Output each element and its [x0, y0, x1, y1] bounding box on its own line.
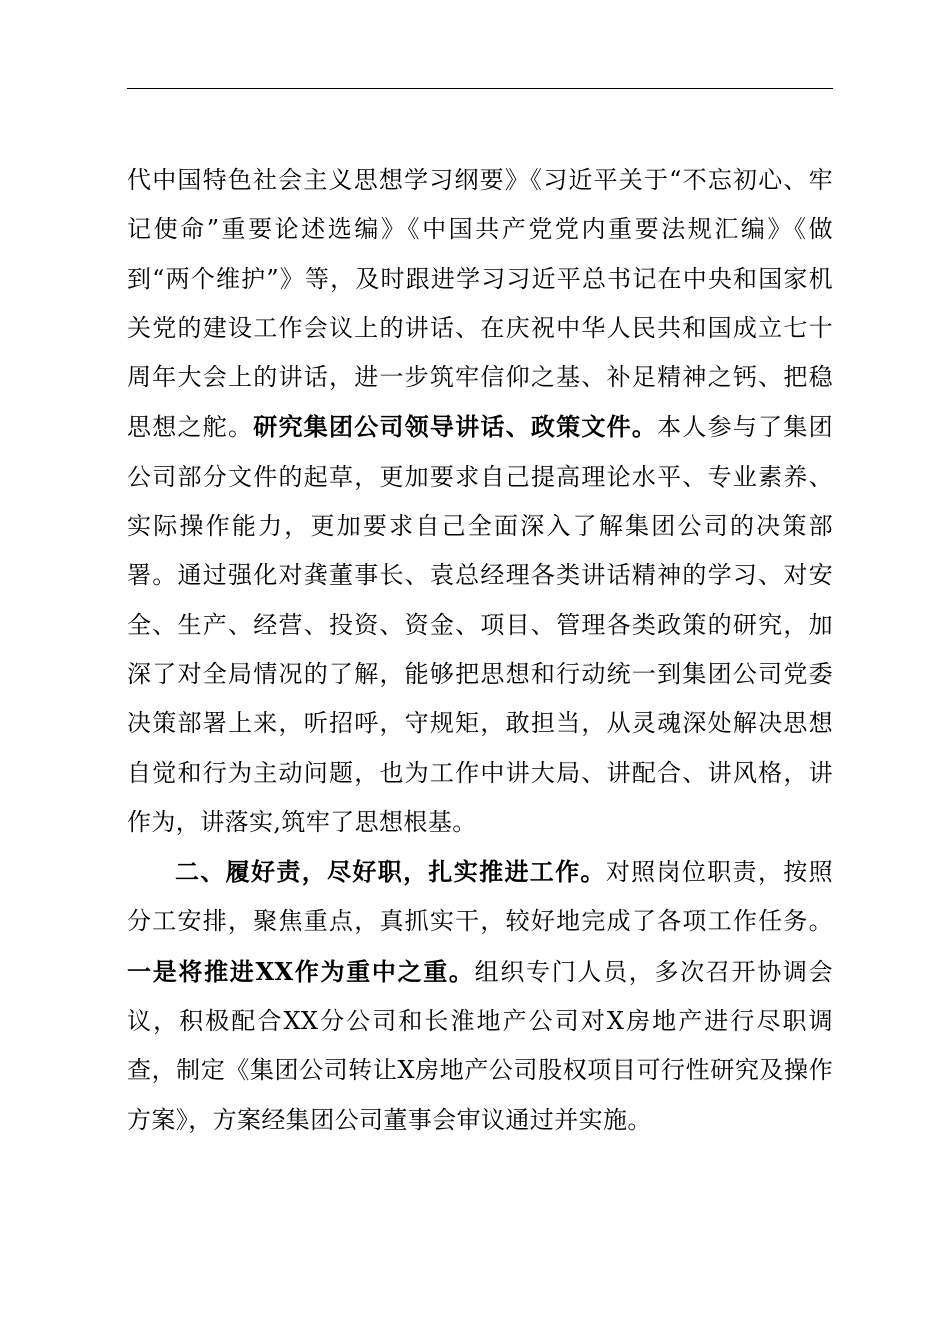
paragraph-continued	[127, 156, 833, 847]
paragraph-text: 本人参与了集团公司部分文件的起草，更加要求自己提高理论水平、专业素养、实际操作能力，更加要求自己全面深入了解集团公司的决策部署。通过强化对龚董事长、袁总经理各类讲话精神的学习、对安全、生产、经营、投资、资金、项目、管理各类政策的研究，加深了对全局情况的了解，能够把思想和行动统一到集团公司党委决策部署上来，听招呼，守规矩，敢担当，从灵魂深处解决思想自觉和行为主动问题，也为工作中讲大局、讲配合、讲风格，讲作为，讲落实,筑牢了思想根基。	[127, 413, 833, 836]
document-body	[127, 156, 833, 1145]
paragraph-bold-heading: 研究集团公司领导讲话、政策文件。	[253, 412, 658, 442]
paragraph-bold-heading: 一是将推进XX作为重中之重。	[127, 956, 475, 986]
paragraph-text: 组织专门人员，多次召开协调会议，积极配合XX分公司和长淮地产公司对X房地产进行尽职调查，制定《集团公司转让X房地产公司股权项目可行性研究及操作方案》，方案经集团公司董事会审议通过并实施。	[127, 957, 833, 1134]
header-rule	[127, 88, 833, 89]
paragraph-section-two	[127, 847, 833, 1145]
paragraph-text: 代中国特色社会主义思想学习纲要》《习近平关于“不忘初心、牢记使命”重要论述选编》《中国共产党党内重要法规汇编》《做到“两个维护”》等，及时跟进学习习近平总书记在中央和国家机关党的建设工作会议上的讲话、在庆祝中华人民共和国成立七十周年大会上的讲话，进一步筑牢信仰之基、补足精神之钙、把稳思想之舵。	[127, 166, 833, 442]
section-heading: 二、履好责，尽好职，扎实推进工作。	[175, 857, 606, 887]
paragraph-text: 对照岗位职责，按照分工安排，聚焦重点，真抓实干，较好地完成了各项工作任务。	[127, 858, 833, 936]
